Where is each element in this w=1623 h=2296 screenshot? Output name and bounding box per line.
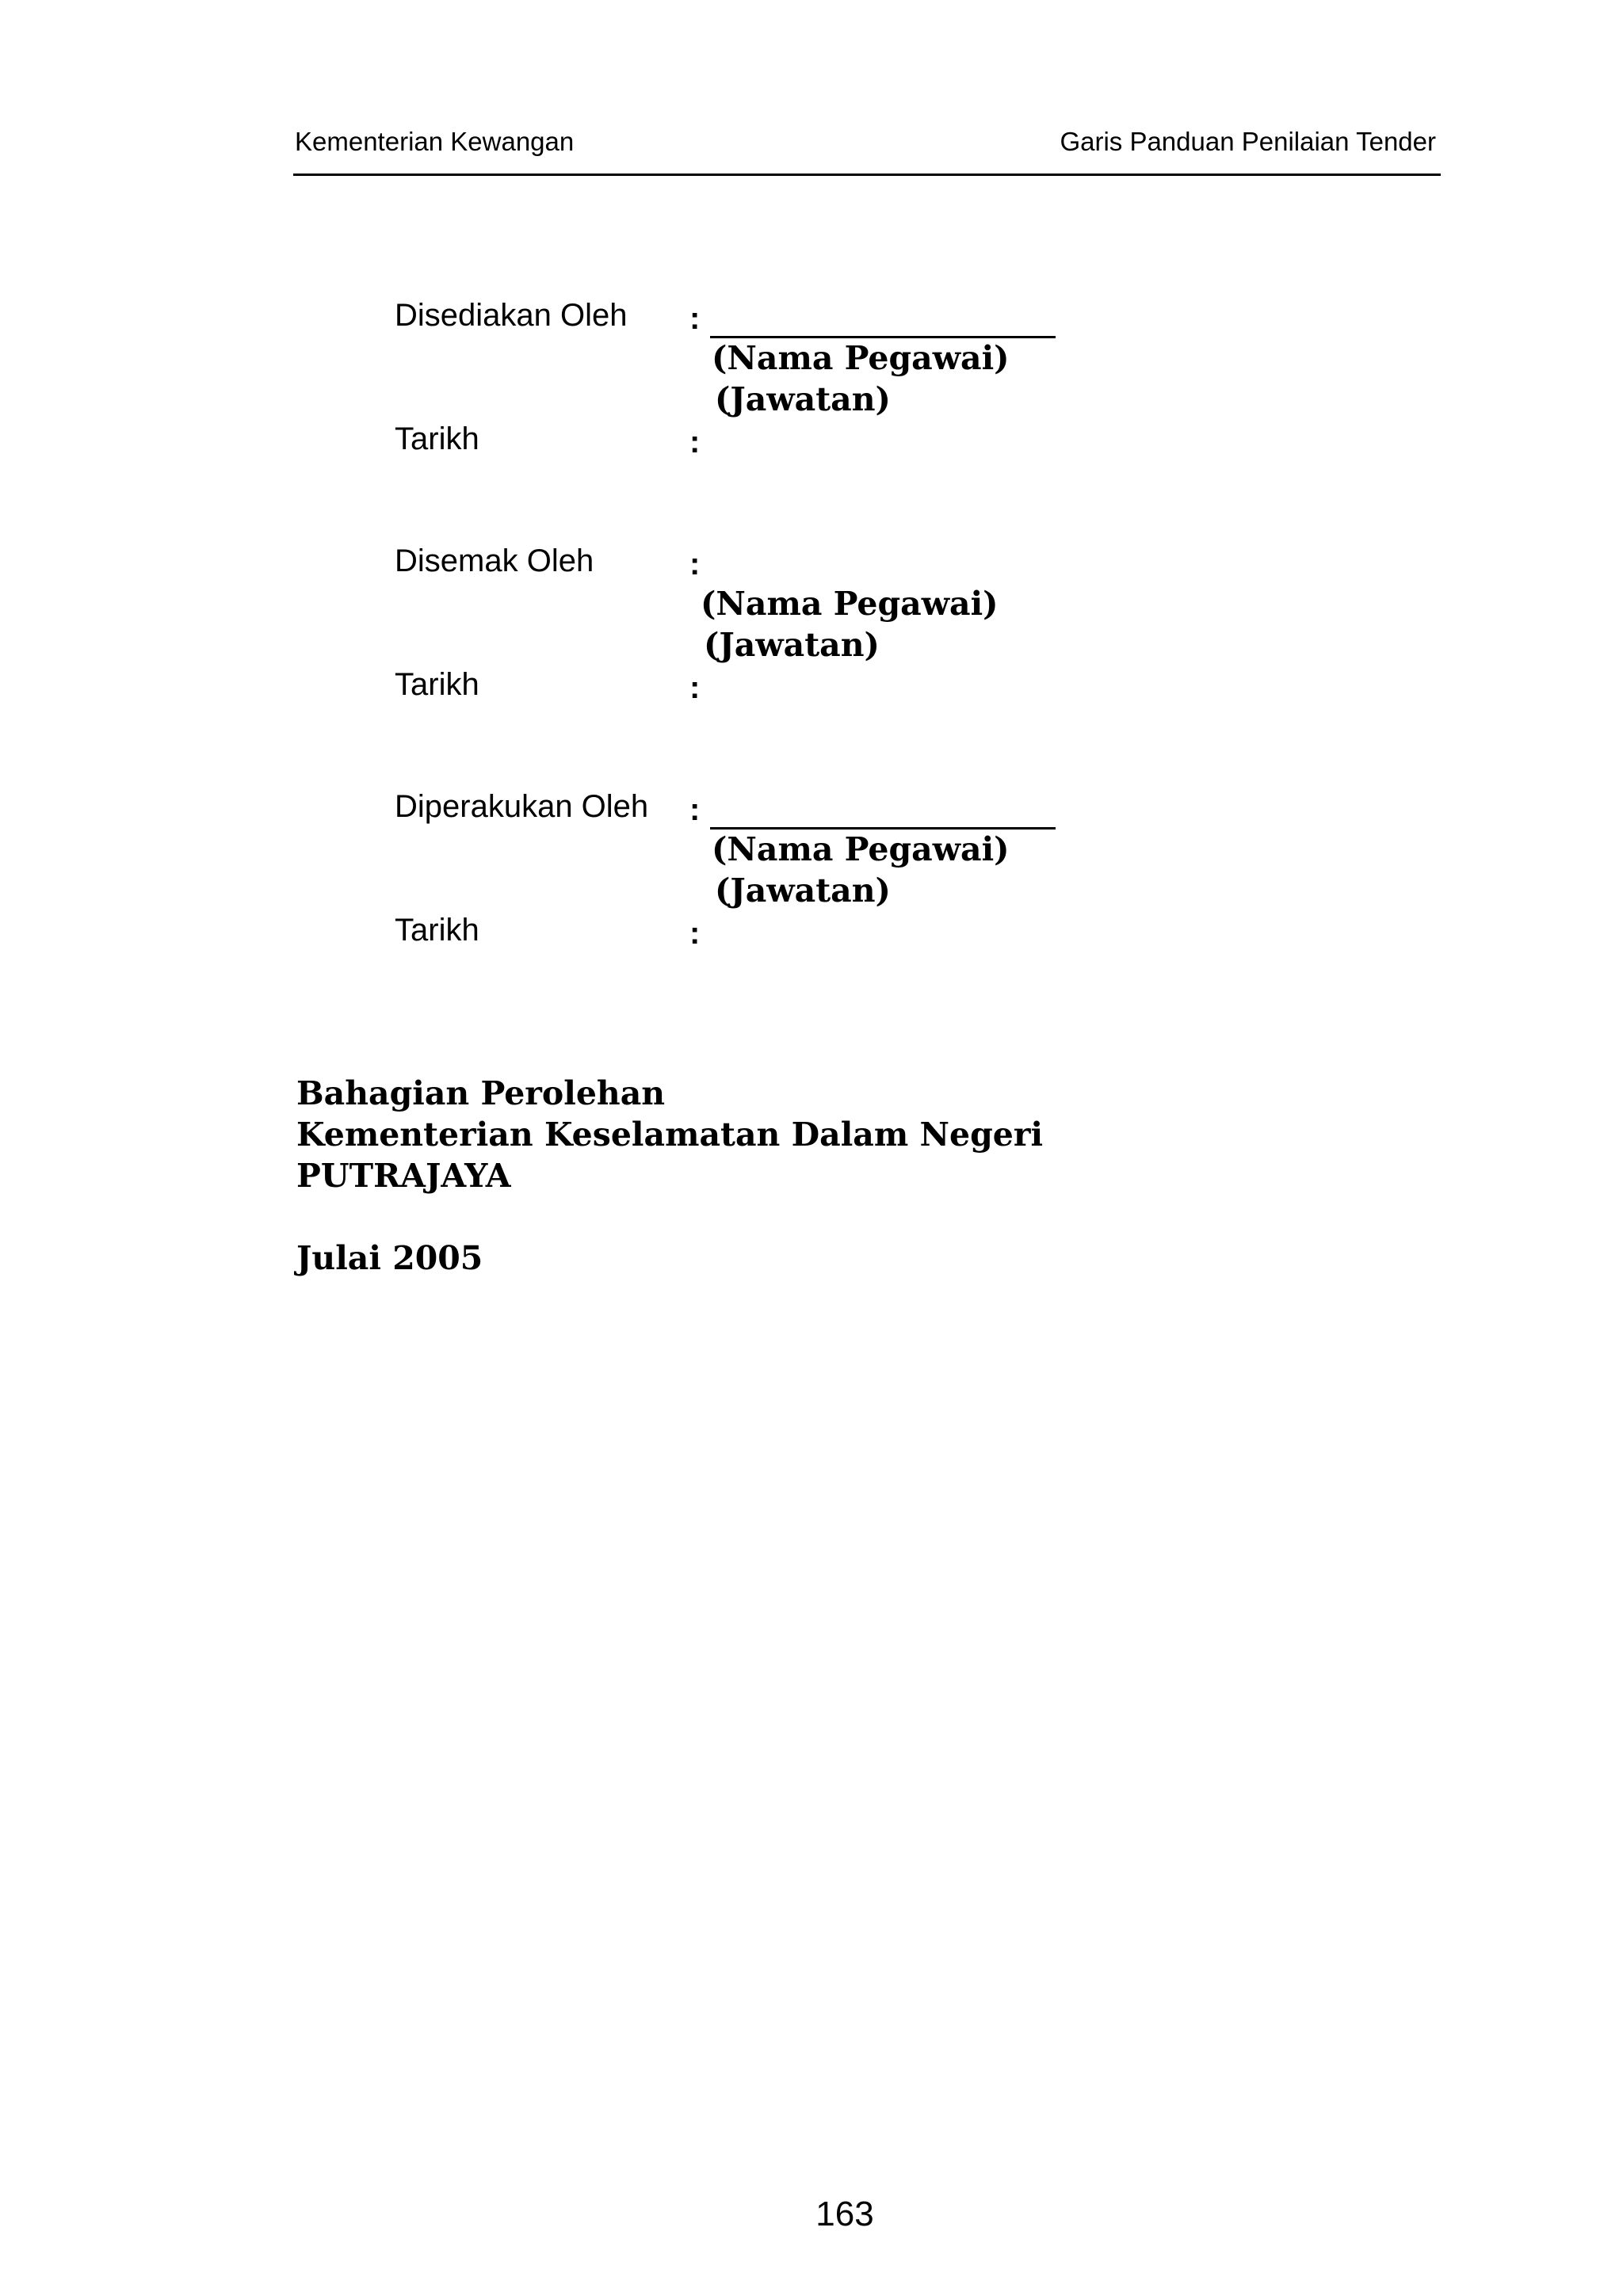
reviewed-date-colon: : [689, 670, 701, 705]
recommended-by-signature-line [710, 827, 1056, 830]
header-left-text: Kementerian Kewangan [295, 127, 575, 156]
header-rule [293, 174, 1441, 176]
ministry-name: Kementerian Keselamatan Dalam Negeri [296, 1116, 1044, 1154]
prepared-date-colon: : [689, 425, 701, 460]
recommended-by-position: (Jawatan) [715, 871, 891, 910]
prepared-by-position: (Jawatan) [715, 380, 891, 418]
recommended-date-colon: : [689, 916, 701, 951]
recommended-date-label: Tarikh [395, 913, 479, 948]
reviewed-by-label: Disemak Oleh [395, 543, 594, 578]
prepared-by-signature-line [710, 336, 1056, 338]
reviewed-date-label: Tarikh [395, 667, 479, 702]
prepared-by-colon: : [689, 301, 701, 336]
reviewed-by-position: (Jawatan) [704, 626, 880, 664]
reviewed-by-colon: : [689, 547, 701, 582]
recommended-by-label: Diperakukan Oleh [395, 789, 649, 824]
reviewed-by-name: (Nama Pegawai) [701, 585, 999, 623]
recommended-by-name: (Nama Pegawai) [712, 830, 1010, 868]
header-right-text: Garis Panduan Penilaian Tender [1060, 127, 1436, 156]
issue-date: Julai 2005 [296, 1239, 483, 1277]
page-number: 163 [815, 2195, 874, 2233]
recommended-by-colon: : [689, 792, 701, 827]
prepared-date-label: Tarikh [395, 421, 479, 456]
prepared-by-label: Disediakan Oleh [395, 298, 628, 333]
prepared-by-name: (Nama Pegawai) [712, 339, 1010, 377]
division-name: Bahagian Perolehan [296, 1074, 666, 1112]
city-name: PUTRAJAYA [296, 1157, 511, 1195]
